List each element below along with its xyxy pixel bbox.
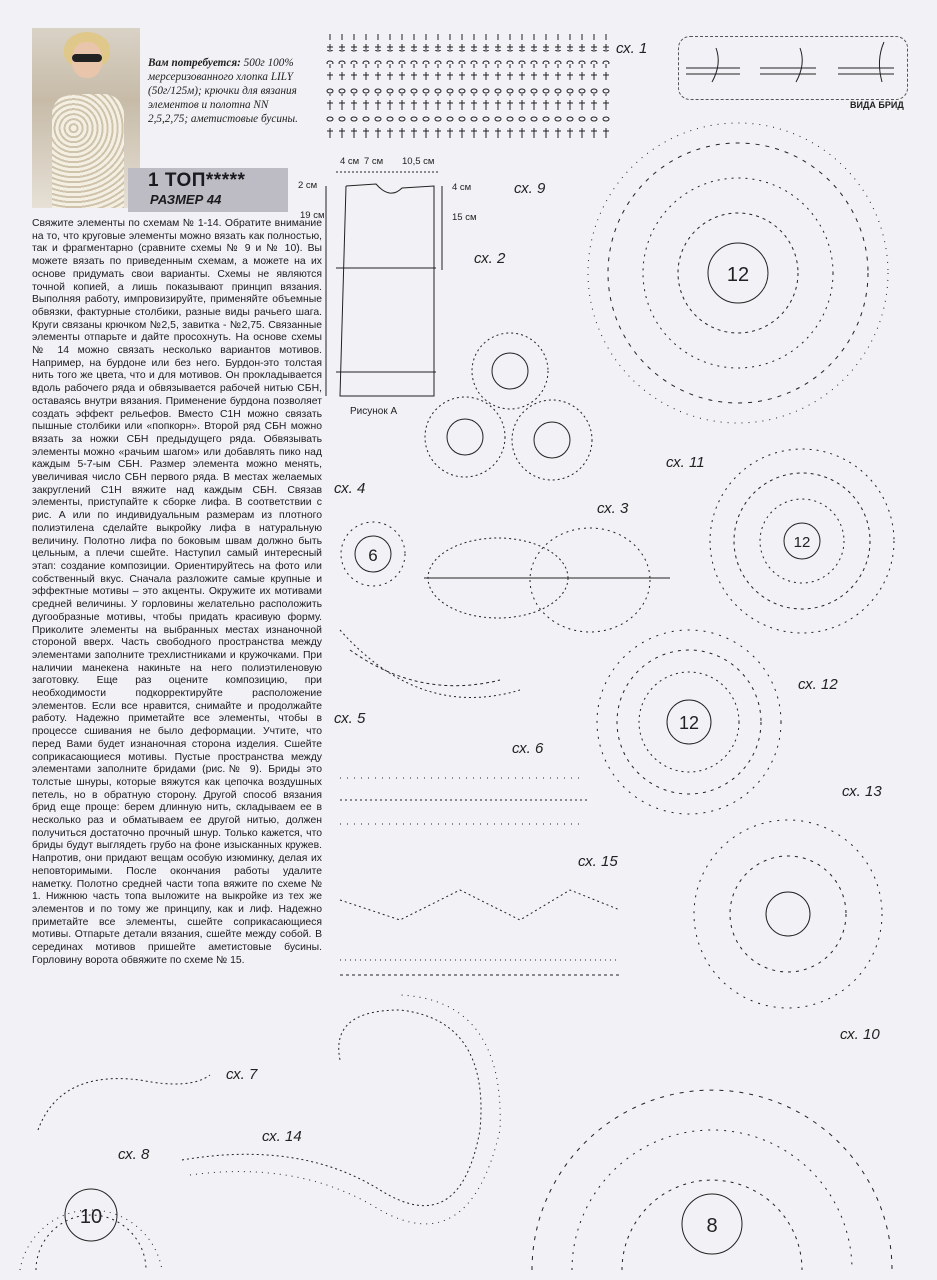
scheme-12-label: сх. 12	[798, 676, 838, 693]
scheme-8-motif	[20, 1189, 162, 1270]
materials-text: 500г 100% мерсеризованного хлопка LILY (50г/125м); крючки для вязания элементов и полотна NN 2,5,2,75; аметистовые бусины.	[148, 57, 298, 125]
dim-h3: 4 см	[452, 182, 472, 193]
scheme-6-motif	[340, 778, 590, 824]
pattern-caption: Рисунок А	[350, 406, 398, 417]
scheme-15-label: сх. 15	[578, 853, 618, 870]
scheme-2-label: сх. 2	[474, 250, 506, 267]
pattern-outline	[326, 172, 442, 396]
dim-w2: 7 см	[364, 156, 384, 167]
scheme-11-label: сх. 11	[666, 454, 705, 471]
scheme-12-center: 12	[678, 713, 700, 733]
scheme-3-label: сх. 3	[597, 500, 629, 517]
scheme-11-center: 12	[793, 534, 811, 551]
scheme-4-label: сх. 4	[334, 480, 366, 497]
item-size: РАЗМЕР 44	[150, 192, 222, 207]
scheme-10-motif	[532, 1090, 892, 1270]
dim-h2: 19 см	[300, 210, 325, 221]
scheme-4-center: 6	[368, 546, 378, 565]
scheme-2-motif	[425, 333, 592, 480]
scheme-7-motif	[38, 1075, 210, 1130]
dim-h4: 15 см	[452, 212, 477, 223]
scheme-10-label: сх. 10	[840, 1026, 880, 1043]
dim-h1: 2 см	[298, 180, 318, 191]
vida-brid-drawings	[686, 42, 894, 82]
scheme-6-label: сх. 6	[512, 740, 544, 757]
scheme-3-motif	[424, 528, 670, 632]
scheme-1-grid	[326, 34, 610, 138]
scheme-5-label: сх. 5	[334, 710, 366, 727]
item-title: 1 ТОП*****	[148, 170, 246, 191]
scheme-9-center: 12	[726, 264, 750, 286]
scheme-10-center: 8	[706, 1215, 718, 1237]
dim-w3: 10,5 см	[402, 156, 435, 167]
scheme-14-motif	[182, 995, 500, 1224]
scheme-1-label: сх. 1	[616, 40, 648, 57]
scheme-8-label: сх. 8	[118, 1146, 150, 1163]
scheme-13-label: сх. 13	[842, 783, 882, 800]
scheme-13-motif	[694, 820, 882, 1008]
scheme-15-motif	[340, 890, 620, 975]
vida-brid-label: ВИДА БРИД	[850, 100, 904, 110]
instructions-text: Свяжите элементы по схемам № 1-14. Обратите внимание на то, что круговые элементы можно вязать как полностью, так и фрагментарно (сравните схемы № 9 и № 10). Вы можете вязать по приведенным схемам, а можете на их основе придумать свои варианты. Схемы не являются точной копией, а лишь показывают принцип вязания. Выполняя работу, импровизируйте, применяйте объемные обвязки, фактурные столбики, разные виды рачьего шага. Круги связаны крючком №2,5, завитка - №2,75. Связанные элементы отпарьте и дайте просохнуть. На основе схемы № 14 можно связать несколько вариантов мотивов. Например, на бурдоне или без него. Бурдон-это толстая нить того же цвета, что и для мотивов. Он прокладывается вдоль рабочего ряда и обвязывается рабочей нитью СБН, оставаясь внутри вязания. Применение бурдона позволяет создать эффект рельефов. Вместо С1Н можно связать пышные столбики или «попкорн». Второй ряд СБН можно вязать за ножки СБН предыдущего ряда. Обвязывать элементы можно «рачьим шагом» или добавлять пико над каждым 5-7-ым СБН. Размер элемента можно менять, увеличивая число СБН первого ряда. В местах желаемых закруглений С1Н вяжите над каждым СБН. Связав элементы, приступайте к сборке лифа. В соответствии с рис. А или по индивидуальным размерам из плотного полиэтилена сделайте выкройку лифа в натуральную величину. Полотно лифа по боковым швам должно быть цельным, а плечи сшейте. Наступил самый интересный этап: создание композиции. Ориентируйтесь на фото или собственный вкус. Сначала разложите самые крупные и эффектные мотивы – это акценты. Окружите их мотивами средней величины. У горловины желательно расположить дугообразные мотивы, чтобы придать красивую форму. Приколите элементы на выбранных местах изнаночной стороной вверх. Часть свободного пространства между элементами заполните трехлистниками и кружочками. При наличии манекена накиньте на него полиэтиленовую заготовку. Еще раз оцените композицию, при необходимости подкорректируйте расположение элементов. Если все нравится, снимайте и продолжайте работу. Надежно приметайте все элементы, чтобы в процессе сшивания не было деформации. Учтите, что перед Вами будет изнаночная сторона изделия. Сшейте соприкасающиеся мотивы. Пустые пространства между элементами заполните бридами (рис.№ 9). Бриды это толстые шнуры, которые вяжутся как цепочка воздушных петель, но в обратную сторону. Другой способ вязания брид еще проще: берем длинную нить, складываем ее в несколько раз и обматываем ее другой нитью, должен получиться достаточно прочный шнур. Только кажется, что бриды будут выглядеть грубо на фоне изысканных кружев. Напротив, они придают вещам особую изюминку, делая их неповторимыми. После окончания работы удалите наметку. Полотно средней части топа вяжите по схеме № 1. Нижнюю часть топа выложите на выкройке из тех же элементов и по тому же принципу, как и лиф. Надежно приметайте все элементы, сшейте соприкасающиеся мотивы. Отпарьте детали вязания, сшейте между собой. В серединах мотивов пришейте аметистовые бусины. Горловину ворота обвяжите по схеме № 15.	[32, 218, 322, 966]
materials-lead: Вам потребуется:	[148, 57, 241, 69]
scheme-14-label: сх. 14	[262, 1128, 302, 1145]
scheme-8-center: 10	[79, 1206, 103, 1228]
scheme-5-motif	[340, 630, 520, 698]
scheme-9-label: сх. 9	[514, 180, 546, 197]
dim-w1: 4 см	[340, 156, 360, 167]
scheme-7-label: сх. 7	[226, 1066, 258, 1083]
